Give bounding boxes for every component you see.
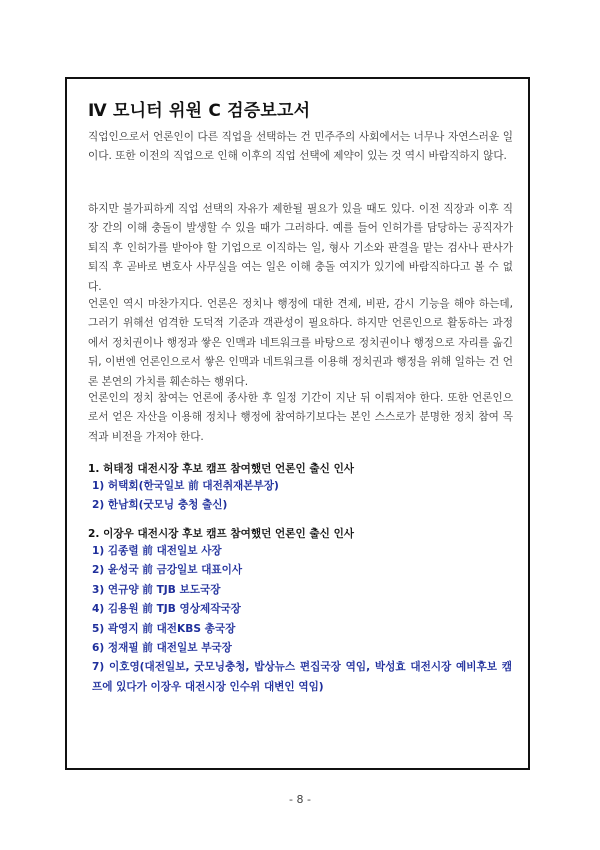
section-1-list [92, 477, 512, 516]
list-item: 4) 김용원 前 TJB 영상제작국장 [92, 603, 241, 616]
list-item: 1) 김종렬 前 대전일보 사장 [92, 545, 222, 557]
section-2-list [92, 542, 512, 697]
paragraph-1: 직업인으로서 언론인이 다른 직업을 선택하는 건 민주주의 사회에서는 너무나 자연스러운 일이다. 또한 이전의 직업으로 인해 이후의 직업 선택에 제약이 있는 것 역시 바람직하지 않다. [88, 131, 513, 163]
paragraph-4: 언론인의 정치 참여는 언론에 종사한 후 일정 기간이 지난 뒤 이뤄져야 한다. 또한 언론인으로서 얻은 자산을 이용해 정치나 행정에 참여하기보다는 본인 스스로가 분명한 정치 참여 목적과 비전을 가져야 한다. [88, 392, 513, 443]
list-item: 2) 한남희(굿모닝 충청 출신) [92, 499, 228, 512]
page-number: - 8 - [289, 793, 311, 806]
paragraph-3: 언론인 역시 마찬가지다. 언론은 정치나 행정에 대한 견제, 비판, 감시 기능을 해야 하는데, 그러기 위해선 엄격한 도덕적 기준과 객관성이 필요하다. 하지만 언론인으로 활동하는 과정에서 정치권이나 행정과 쌓은 인맥과 네트워크를 바탕으로 정치권이나 행정으로 자리를 옮긴 뒤, 이번엔 언론인으로서 쌓은 인맥과 네트워크를 이용해 정치권과 행정을 위해 일하는 건 언론 본연의 가치를 훼손하는 행위다. [88, 298, 513, 388]
section-2-heading: 2. 이장우 대전시장 후보 캠프 참여했던 언론인 출신 인사 [88, 528, 355, 540]
list-item: 6) 정재필 前 대전일보 부국장 [92, 642, 232, 655]
list-item: 5) 곽영지 前 대전KBS 총국장 [92, 622, 236, 635]
list-item: 3) 연규양 前 TJB 보도국장 [92, 583, 221, 596]
list-item: 2) 윤성국 前 금강일보 대표이사 [92, 564, 243, 577]
paragraph-2: 하지만 불가피하게 직업 선택의 자유가 제한될 필요가 있을 때도 있다. 이전 직장과 이후 직장 간의 이해 충돌이 발생할 수 있을 때가 그러하다. 예를 들어 인허가를 담당하는 공직자가 퇴직 후 인허가를 받아야 할 기업으로 이직하는 일, 형사 기소와 판결을 맡는 검사나 판사가 퇴직 후 곧바로 변호사 사무실을 여는 일은 이해 충돌 여지가 있기에 바람직하다고 볼 수 없다. [88, 203, 513, 293]
list-item: 7) 이호영(대전일보, 굿모닝충청, 밥상뉴스 편집국장 역임, 박성효 대전시장 예비후보 캠프에 있다가 이장우 대전시장 인수위 대변인 역임) [92, 661, 512, 693]
section-1-heading: 1. 허태정 대전시장 후보 캠프 참여했던 언론인 출신 인사 [88, 463, 355, 475]
report-title: Ⅳ 모니터 위원 C 검증보고서 [88, 101, 311, 121]
list-item: 1) 허택회(한국일보 前 대전취재본부장) [92, 480, 279, 492]
